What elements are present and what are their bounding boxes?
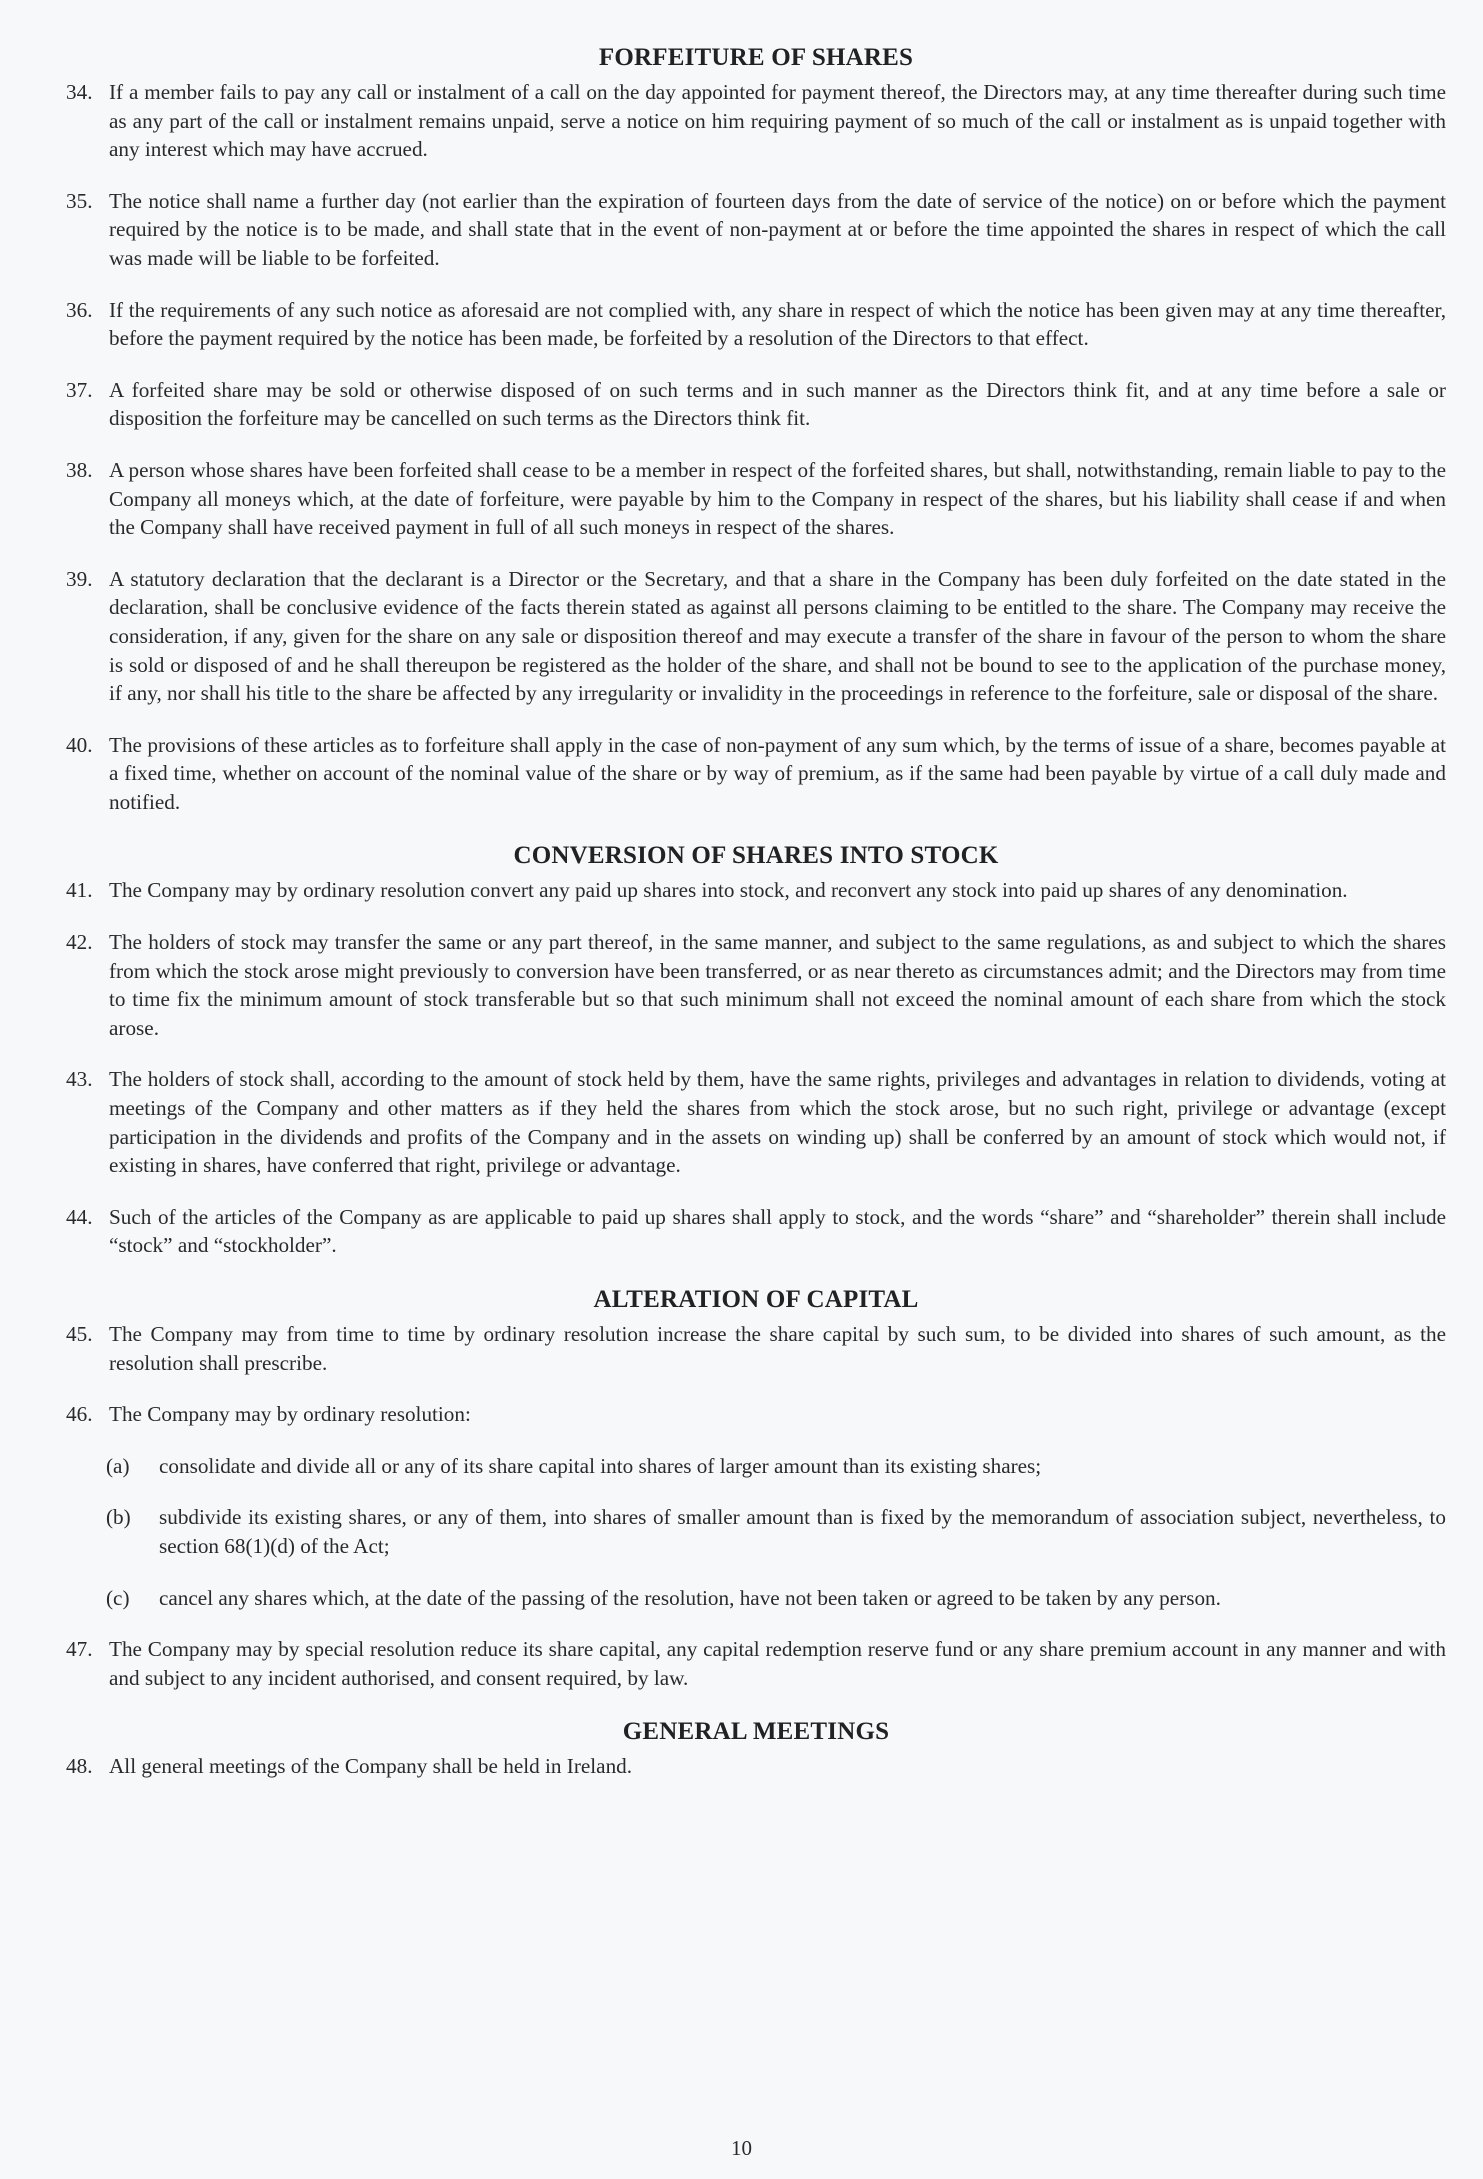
article-number: 46. xyxy=(66,1402,93,1427)
article-text: Such of the articles of the Company as are applicable to paid up shares shall apply to stock, and the words “share” and “shareholder” therein shall include “stock” and “stockholder”. xyxy=(109,1204,1446,1258)
section-heading: FORFEITURE OF SHARES xyxy=(598,44,914,71)
article-39 xyxy=(66,565,1446,708)
article-text: The Company may from time to time by ordinary resolution increase the share capital by such sum, to be divided into shares of such amount, as the resolution shall prescribe. xyxy=(109,1322,1446,1375)
article-47 xyxy=(66,1635,1446,1692)
article-text: The notice shall name a further day (not earlier than the expiration of fourteen days from the date of service of the notice) on or before which the payment required by the notice is to be made, and shall state that in the event of non-payment at or before the time appointed the shares in respect of which the call was made will be liable to be forfeited. xyxy=(109,188,1446,270)
sub-item-label: (b) xyxy=(106,1505,131,1530)
article-40 xyxy=(66,731,1446,817)
sub-item-text: consolidate and divide all or any of its share capital into shares of larger amount than its existing shares; xyxy=(159,1453,1042,1478)
article-35 xyxy=(66,187,1446,273)
article-48 xyxy=(66,1752,1446,1781)
article-44 xyxy=(66,1203,1446,1260)
article-45 xyxy=(66,1320,1446,1377)
article-text: The Company may by special resolution reduce its share capital, any capital redemption reserve fund or any share premium account in any manner and with and subject to any incident authorised, and consent required, by law. xyxy=(109,1637,1446,1690)
article-number: 36. xyxy=(66,297,93,322)
section-heading: ALTERATION OF CAPITAL xyxy=(593,1286,919,1313)
article-number: 39. xyxy=(66,566,93,591)
article-number: 34. xyxy=(66,80,93,104)
sub-item-text: cancel any shares which, at the date of the passing of the resolution, have not been taken or agreed to be taken by any person. xyxy=(159,1585,1221,1610)
article-text: A forfeited share may be sold or otherwise disposed of on such terms and in such manner as the Directors think fit, and at any time before a sale or disposition the forfeiture may be cancelled on such terms as the Directors think fit. xyxy=(109,377,1446,431)
article-number: 40. xyxy=(66,732,93,757)
article-46 xyxy=(66,1400,1446,1429)
article-number: 48. xyxy=(66,1754,93,1779)
article-number: 45. xyxy=(66,1322,93,1346)
sub-item-label: (c) xyxy=(106,1585,130,1610)
article-36 xyxy=(66,296,1446,353)
sub-item-a xyxy=(66,1452,1446,1481)
article-41 xyxy=(66,876,1446,905)
sub-item-label: (a) xyxy=(106,1453,130,1478)
section-conversion-of-shares xyxy=(66,842,1446,1260)
article-42 xyxy=(66,928,1446,1042)
article-text: A person whose shares have been forfeited shall cease to be a member in respect of the forfeited shares, but shall, notwithstanding, remain liable to pay to the Company all moneys which, at the date of forfeiture, were payable by him to the Company in respect of the shares, but his liability shall cease if and when the Company shall have received payment in full of all such moneys in respect of the shares. xyxy=(109,457,1446,540)
article-number: 43. xyxy=(66,1067,93,1092)
article-text: If a member fails to pay any call or instalment of a call on the day appointed for payment thereof, the Directors may, at any time thereafter during such time as any part of the call or instalment remains unpaid, serve a notice on him requiring payment of so much of the call or instalment as is unpaid together with any interest which may have accrued. xyxy=(109,80,1446,162)
article-text: The Company may by ordinary resolution: xyxy=(109,1402,471,1427)
article-text: The provisions of these articles as to forfeiture shall apply in the case of non-payment of any sum which, by the terms of issue of a share, becomes payable at a fixed time, whether on account of the nominal value of the share or by way of premium, as if the same had been payable by virtue of a call duly made and notified. xyxy=(109,732,1446,814)
sub-item-text: subdivide its existing shares, or any of them, into shares of smaller amount than is fixed by the memorandum of association subject, nevertheless, to section 68(1)(d) of the Act; xyxy=(159,1505,1446,1558)
article-number: 41. xyxy=(66,878,93,903)
article-number: 38. xyxy=(66,457,93,482)
section-forfeiture-of-shares xyxy=(66,44,1446,816)
article-text: The holders of stock may transfer the same or any part thereof, in the same manner, and subject to the same regulations, as and subject to which the shares from which the stock arose might previously to conversion have been transferred, or as near thereto as circumstances admit; and the Directors may from time to time fix the minimum amount of stock transferable but so that such minimum shall not exceed the nominal amount of each share from which the stock arose. xyxy=(109,930,1446,1040)
article-text: The holders of stock shall, according to the amount of stock held by them, have the same rights, privileges and advantages in relation to dividends, voting at meetings of the Company and other matters as if they held the shares from which the stock arose, but no such right, privilege or advantage (except participation in the dividends and profits of the Company and in the assets on winding up) shall be conferred by an amount of stock which would not, if existing in shares, have conferred that right, privilege or advantage. xyxy=(109,1067,1446,1178)
article-38 xyxy=(66,456,1446,542)
article-number: 37. xyxy=(66,377,93,402)
article-37 xyxy=(66,376,1446,433)
article-text: A statutory declaration that the declarant is a Director or the Secretary, and that a share in the Company has been duly forfeited on the date stated in the declaration, shall be conclusive evidence of the facts therein stated as against all persons claiming to be entitled to the share. The Company may receive the consideration, if any, given for the share on any sale or disposition thereof and may execute a transfer of the share in favour of the person to whom the share is sold or disposed of and he shall thereupon be registered as the holder of the share, and shall not be bound to see to the application of the purchase money, if any, nor shall his title to the share be affected by any irregularity or invalidity in the proceedings in reference to the forfeiture, sale or disposal of the share. xyxy=(109,566,1446,706)
section-heading: CONVERSION OF SHARES INTO STOCK xyxy=(513,842,999,870)
document-body xyxy=(66,44,1446,1807)
article-number: 47. xyxy=(66,1637,93,1662)
article-number: 35. xyxy=(66,188,93,213)
article-text: If the requirements of any such notice as aforesaid are not complied with, any share in respect of which the notice has been given may at any time thereafter, before the payment required by the notice has been made, be forfeited by a resolution of the Directors to that effect. xyxy=(109,297,1446,351)
article-text: All general meetings of the Company shall be held in Ireland. xyxy=(109,1754,633,1779)
section-general-meetings xyxy=(66,1718,1446,1781)
sub-item-c xyxy=(66,1584,1446,1613)
article-text: The Company may by ordinary resolution convert any paid up shares into stock, and reconvert any stock into paid up shares of any denomination. xyxy=(109,878,1348,903)
page-number: 10 xyxy=(731,2136,752,2160)
section-alteration-of-capital xyxy=(66,1286,1446,1692)
article-number: 44. xyxy=(66,1204,93,1229)
article-43 xyxy=(66,1065,1446,1179)
article-number: 42. xyxy=(66,930,93,955)
section-heading: GENERAL MEETINGS xyxy=(622,1718,890,1746)
article-34 xyxy=(66,78,1446,164)
sub-item-b xyxy=(66,1503,1446,1560)
